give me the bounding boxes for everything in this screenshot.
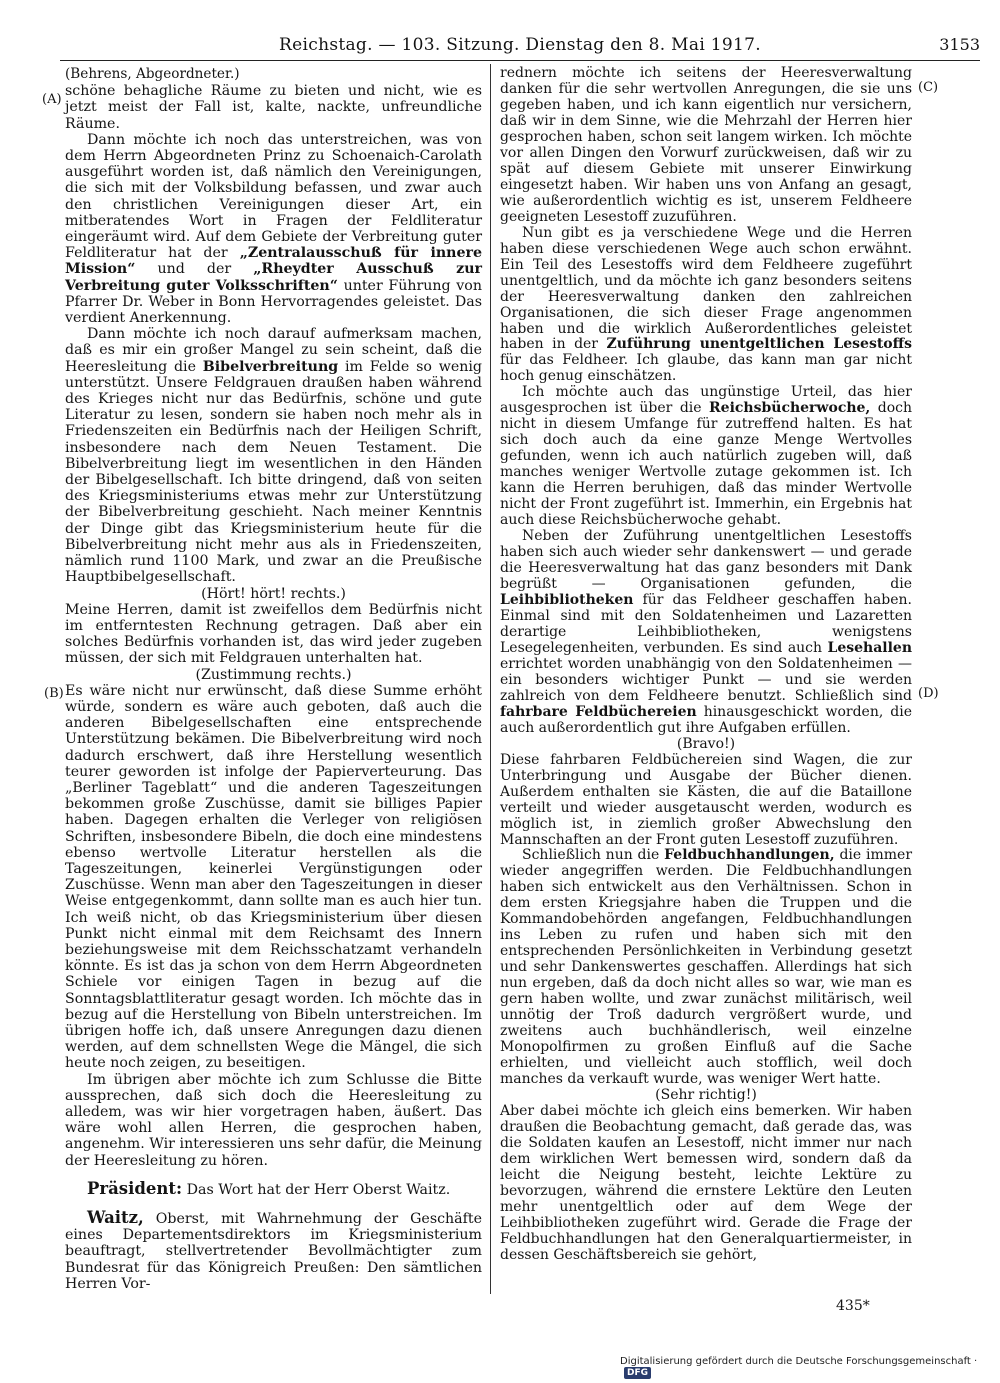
footer-text: Digitalisierung gefördert durch die Deutsche Forschungsgemeinschaft · <box>620 1356 978 1367</box>
paragraph <box>65 326 482 585</box>
paragraph <box>500 848 912 1088</box>
text-run: Dann möchte ich noch das unterstreichen, was von dem Herrn Abgeordneten Prinz zu Schoenaich-Carolath ausgeführt worden ist, daß nämlich den Vereinigungen, die sich mit der Volksbildung befassen, und zwar auch den christlichen Vereinigungen dieser Art, ein mitberatendes Wort in Fragen der Feldliteratur eingeräumt wird. Auf dem Gebiete der Verbreitung guter Feldliteratur hat der <box>65 131 482 262</box>
emphasis: „Zentralausschuß für innere Mission“ <box>65 245 483 278</box>
interjection: (Sehr richtig!) <box>655 1087 757 1103</box>
text-run: Oberst, mit Wahrnehmung der Geschäfte eines Departementsdirektors im Kriegsministerium beauftragt, stellvertretender Bevollmächtigter zum Bundesrat für das Königreich Preußen: Den sämtlichen Herren Vor- <box>65 1211 482 1292</box>
text-run: Ich möchte auch das ungünstige Urteil, das hier ausgesprochen ist über die <box>500 384 912 417</box>
emphasis: Bibelverbreitung <box>202 358 339 375</box>
speaker-turn-waitz <box>65 1210 482 1292</box>
digitization-footer <box>620 1356 1000 1379</box>
paragraph: Diese fahrbaren Feldbüchereien sind Wagen, die zur Unterbringung und Ausgabe der Bücher dienen. Außerdem enthalten sie Kästen, die auf die Bataillone verteilt und wieder ausgetauscht werden, wodurch es möglich ist, in ziemlich großer Abwechslung den Mannschaften an der Front guten Lesestoff zuzuführen. <box>500 751 912 848</box>
paragraph: schöne behagliche Räume zu bieten und nicht, wie es jetzt meist der Fall ist, kalte, nackte, unfreundliche Räume. <box>65 83 482 132</box>
paragraph <box>500 385 912 529</box>
paragraph <box>500 529 912 737</box>
page-number: 3153 <box>939 35 980 54</box>
header-title: Reichstag. — 103. Sitzung. Dienstag den 8. Mai 1917. <box>279 35 761 55</box>
paragraph: Es wäre nicht nur erwünscht, daß diese Summe erhöht würde, sondern es wäre auch geboten, daß auch die anderen Bibelgesellschaften eine entsprechende Unterstützung bekämen. Die Bibelverbreitung wird noch dadurch erschwert, daß ihre Herstellung wesentlich teurer geworden ist infolge der Papierverteurung. Das „Berliner Tageblatt“ und die anderen Tageszeitungen bekommen große Zuschüsse, damit sie billiges Papier haben. Dagegen erhalten die Verleger von religiösen Schriften, insbesondere Bibeln, die doch eine mindestens ebenso wertvolle Literatur herstellen als die Tageszeitungen, keinerlei Vergünstigungen oder Zuschüsse. Wenn man aber den Tageszeitungen in dieser Weise entgegenkommt, dann sollte man es auch hier tun. Ich weiß nicht, ob das Kriegsministerium über diesen Punkt nicht einmal mit dem Reichsamt des Innern beziehungsweise mit dem Reichsschatzamt verhandeln könnte. Es ist das ja schon von dem Herrn Abgeordneten Schiele vor einigen Tagen in bezug auf die Sonntagsblattliteratur gesagt worden. Ich möchte das in bezug auf die Herstellung von Bibeln unterstreichen. Im übrigen hoffe ich, daß unsere Anregungen dazu dienen werden, auf dem schnellsten Wege die Mängel, die sich heute noch zeigen, zu beseitigen. <box>65 682 482 1072</box>
speaker-name: Waitz, <box>87 1208 144 1228</box>
text-run: unter Führung von Pfarrer Dr. Weber in Bonn Hervorragendes geleistet. Das verdient Anerkennung. <box>65 277 482 327</box>
emphasis: Zuführung unentgeltlichen Lesestoffs <box>606 336 913 353</box>
speaker-name: Präsident: <box>87 1178 183 1198</box>
paragraph <box>65 132 482 326</box>
emphasis: „Rheydter Ausschuß zur Verbreitung guter Volksschriften“ <box>65 261 482 294</box>
text-run: doch nicht in diesem Umfange für zutreffend halten. Es hat sich doch auch da eine ganze Menge Wertvolles gefunden, wenn ich auch natürlich zugeben will, daß manches weniger Wertvolle zutage gekommen ist. Ich kann die Herren beruhigen, daß das minder Wertvolle nicht der Front zugeführt ist. Immerhin, ein Ergebnis hat auch diese Reichsbücherwoche gehabt. <box>500 400 913 529</box>
emphasis: Lesehallen <box>827 639 912 656</box>
paragraph: rednern möchte ich seitens der Heeresverwaltung danken für die sehr wertvollen Anregungen, die sie uns gegeben haben, und ich kann eigentlich nur versichern, daß wir in dem Sinne, wie die Mehrzahl der Herren hier gesprochen haben, schon seit langem wirken. Ich möchte vor allen Dingen den Vorwurf zurückweisen, daß wir zu spät auf diesem Gebiete mit unserer Einwirkung eingesetzt haben. Wir haben uns von Anfang an gesagt, wie außerordentlich wichtig es ist, unserem Feldheere geeigneten Lesestoff zuzuführen. <box>500 65 912 225</box>
text-run: Das Wort hat der Herr Oberst Waitz. <box>186 1181 451 1198</box>
side-marker-c: (C) <box>918 80 939 95</box>
text-run: Schließlich nun die <box>522 847 660 864</box>
column-divider <box>490 64 491 1294</box>
paragraph: Aber dabei möchte ich gleich eins bemerken. Wir haben draußen die Beobachtung gemacht, daß gerade das, was die Soldaten kaufen an Lesestoff, nicht immer nur nach dem wirklichen Wert bemessen wird, sondern daß da leicht die Neigung besteht, leichte Lektüre zu bevorzugen, während die ernstere Lektüre den Leuten mehr unentgeltlich oder auf dem Wege der Leihbibliotheken zugeführt wird. Gerade die Frage der Feldbuchhandlungen hat den Generalquartiermeister, in dessen Geschäftsbereich sie gehört, <box>500 1102 912 1263</box>
right-column <box>500 66 912 1264</box>
text-run: für das Feldheer geschaffen haben. Einmal sind mit den Soldatenheimen und Lazaretten derartige Leihbibliotheken, wenigstens Lesegelegenheiten, verbunden. Es sind auch <box>500 591 912 656</box>
text-run: und der <box>157 261 232 278</box>
speaker-tag: (Behrens, Abgeordneter.) <box>65 66 240 82</box>
text-run: im Felde so wenig unterstützt. Unsere Feldgrauen draußen haben während des Krieges nicht nur das Bedürfnis, schöne und gute Literatur zu lesen, sondern sie haben noch mehr als in Friedenszeiten ein Bedürfnis nach der Heiligen Schrift, insbesondere nach dem Neuen Testament. Die Bibelverbreitung liegt im wesentlichen in den Händen der Bibelgesellschaft. Ich bitte dringend, daß von seiten des Kriegsministeriums etwas mehr zur Unterstützung der Bibelverbreitung geschieht. Nach meiner Kenntnis der Dinge gibt das Kriegsministerium heute für die Bibelverbreitung nicht mehr aus als in Friedenszeiten, nämlich rund 1100 Mark, und zwar an die Preußische Hauptbibelgesellschaft. <box>65 358 483 586</box>
emphasis: fahrbare Feldbüchereien <box>500 703 697 720</box>
text-run: Neben der Zuführung unentgeltlichen Lesestoffs haben sich auch wieder sehr dankenswert — und gerade die Heeresverwaltung hat das ganz besonders mit Dank begrüßt — Organisationen gefunden, die <box>500 528 912 592</box>
paragraph: Meine Herren, damit ist zweifellos dem Bedürfnis nicht im entferntesten Rechnung getragen. Daß aber ein solches Bedürfnis vorhanden ist, das wird jeder zugeben müssen, der sich mit Feldgrauen unterhalten hat. <box>65 601 482 667</box>
left-column <box>65 66 482 1292</box>
emphasis: Feldbuchhandlungen, <box>664 847 835 864</box>
side-marker-b: (B) <box>44 686 64 701</box>
paragraph: Im übrigen aber möchte ich zum Schlusse die Bitte aussprechen, daß sich doch die Heeresleitung zu alledem, was wir hier vorgetragen haben, äußert. Das wäre wohl allen Herren, die gesprochen haben, angenehm. Wir interessieren uns sehr dafür, die Meinung der Heeresleitung zu hören. <box>65 1071 482 1169</box>
emphasis: Leihbibliotheken <box>500 591 634 608</box>
text-run: die immer wieder angegriffen werden. Die Feldbuchhandlungen haben sich entwickelt aus den Verhältnissen. Schon in dem ersten Kriegsjahre haben die Truppen und die Kommandobehörden angefangen, Feldbuchhandlungen ins Leben zu rufen und haben sich mit den entsprechenden Persönlichkeiten in Verbindung gesetzt und sehr Dankenswertes geschaffen. Allerdings hat sich nun ergeben, daß da doch nicht alles so war, wie man es gern haben wollte, und zwar zunächst militärisch, weil unnötig der Troß dadurch vergrößert wurde, und zweitens auch buchhändlerisch, weil einzelne Monopolfirmen zu großen Einfluß auf die Sache erhielten, und vielleicht auch stofflich, weil doch manches da verkauft wurde, was weniger Wert hatte. <box>500 847 913 1088</box>
text-run: für das Feldheer. Ich glaube, das kann man gar nicht hoch genug einschätzen. <box>500 352 912 385</box>
text-run: errichtet worden unabhängig von den Soldatenheimen — ein besonders wichtiger Punkt — und sie werden zahlreich von dem Feldheere benutzt. Schließlich sind <box>500 655 912 704</box>
side-marker-d: (D) <box>918 686 939 701</box>
interjection: (Hört! hört! rechts.) <box>201 585 346 602</box>
interjection: (Bravo!) <box>676 735 736 752</box>
speaker-turn-praesident <box>65 1178 482 1198</box>
text-run: hinausgeschickt worden, die auch außerordentlich gut ihre Aufgaben erfüllen. <box>500 703 913 736</box>
text-run: Nun gibt es ja verschiedene Wege und die Herren haben diese verschiedenen Wege auch schon erwähnt. Ein Teil des Lesestoffs wird dem Feldheere zugeführt unentgeltlich, und da möchte ich ganz besonders seitens der Heeresverwaltung danken den zahlreichen Organisationen, die sich dieser Frage angenommen haben und die wirklich Außerordentliches geleistet haben in der <box>500 224 912 353</box>
signature-mark: 435* <box>836 1298 870 1314</box>
text-run: Dann möchte ich noch darauf aufmerksam machen, daß es mir ein großer Mangel zu sein scheint, daß die Heeresleitung die <box>65 326 482 375</box>
page-header <box>60 34 980 61</box>
paragraph <box>500 226 912 386</box>
dfg-logo: DFG <box>624 1367 651 1379</box>
side-marker-a: (A) <box>42 92 62 107</box>
emphasis: Reichsbücherwoche, <box>709 400 871 417</box>
interjection: (Zustimmung rechts.) <box>195 666 352 683</box>
